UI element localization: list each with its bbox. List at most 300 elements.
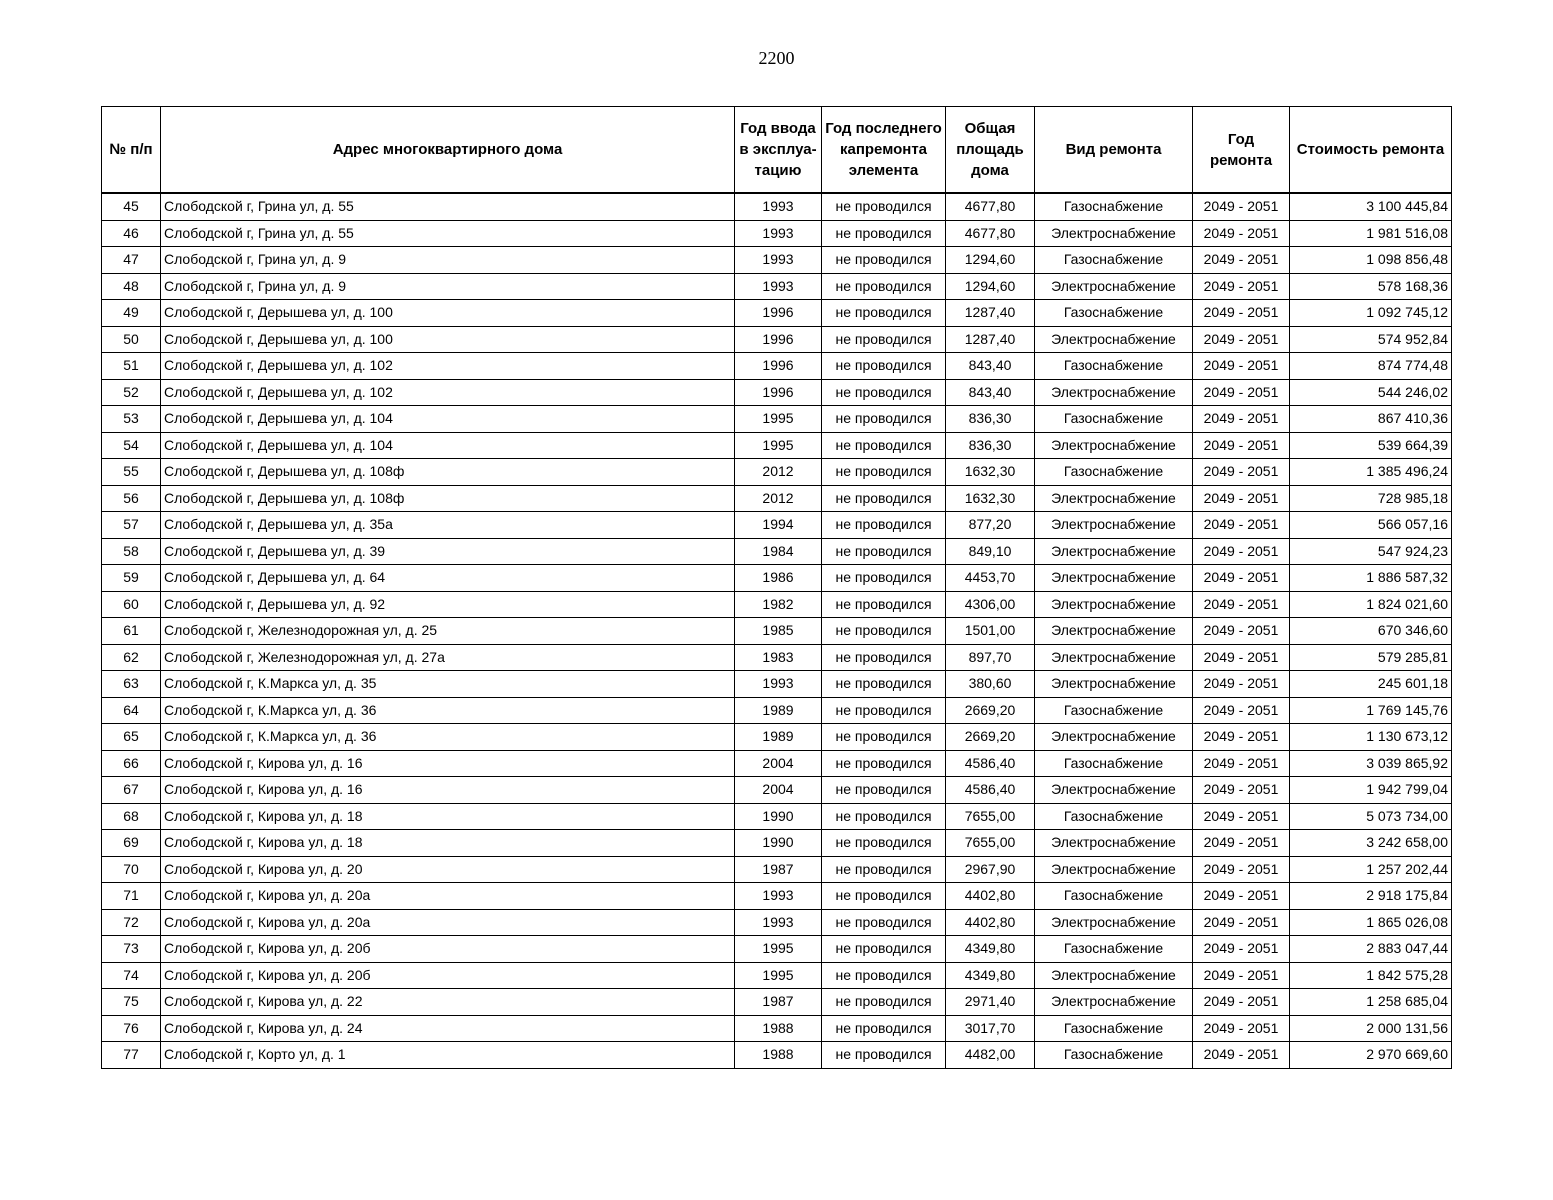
cell-area: 4677,80	[946, 220, 1035, 247]
cell-cost: 578 168,36	[1290, 273, 1452, 300]
cell-num: 46	[102, 220, 161, 247]
cell-address: Слободской г, Грина ул, д. 9	[161, 247, 735, 274]
cell-year-built: 1995	[735, 432, 822, 459]
table-row	[102, 909, 1452, 936]
cell-repair-years: 2049 - 2051	[1193, 830, 1290, 857]
cell-year-built: 1987	[735, 989, 822, 1016]
cell-num: 70	[102, 856, 161, 883]
cell-repair-kind: Газоснабжение	[1035, 193, 1193, 220]
cell-year-built: 1990	[735, 830, 822, 857]
cell-repair-years: 2049 - 2051	[1193, 1042, 1290, 1069]
cell-address: Слободской г, Кирова ул, д. 18	[161, 830, 735, 857]
cell-repair-kind: Газоснабжение	[1035, 406, 1193, 433]
cell-address: Слободской г, Кирова ул, д. 18	[161, 803, 735, 830]
cell-num: 53	[102, 406, 161, 433]
cell-address: Слободской г, Кирова ул, д. 16	[161, 750, 735, 777]
table-row	[102, 936, 1452, 963]
cell-repair-years: 2049 - 2051	[1193, 856, 1290, 883]
cell-repair-years: 2049 - 2051	[1193, 485, 1290, 512]
cell-cost: 1 886 587,32	[1290, 565, 1452, 592]
cell-num: 60	[102, 591, 161, 618]
cell-repair-kind: Электроснабжение	[1035, 512, 1193, 539]
cell-year-built: 1988	[735, 1015, 822, 1042]
repair-table	[101, 106, 1452, 1069]
cell-area: 4677,80	[946, 193, 1035, 220]
cell-address: Слободской г, Кирова ул, д. 22	[161, 989, 735, 1016]
cell-num: 57	[102, 512, 161, 539]
cell-repair-kind: Электроснабжение	[1035, 724, 1193, 751]
cell-last-repair: не проводился	[822, 485, 946, 512]
cell-last-repair: не проводился	[822, 193, 946, 220]
cell-repair-years: 2049 - 2051	[1193, 989, 1290, 1016]
cell-last-repair: не проводился	[822, 406, 946, 433]
cell-repair-kind: Газоснабжение	[1035, 803, 1193, 830]
cell-num: 62	[102, 644, 161, 671]
cell-year-built: 1982	[735, 591, 822, 618]
cell-last-repair: не проводился	[822, 538, 946, 565]
cell-area: 4453,70	[946, 565, 1035, 592]
table-row	[102, 697, 1452, 724]
cell-last-repair: не проводился	[822, 909, 946, 936]
cell-year-built: 1984	[735, 538, 822, 565]
cell-cost: 728 985,18	[1290, 485, 1452, 512]
cell-area: 7655,00	[946, 803, 1035, 830]
cell-repair-kind: Газоснабжение	[1035, 697, 1193, 724]
table-row	[102, 1042, 1452, 1069]
cell-area: 897,70	[946, 644, 1035, 671]
cell-address: Слободской г, Грина ул, д. 9	[161, 273, 735, 300]
cell-repair-kind: Газоснабжение	[1035, 750, 1193, 777]
cell-repair-kind: Газоснабжение	[1035, 936, 1193, 963]
cell-address: Слободской г, Железнодорожная ул, д. 27а	[161, 644, 735, 671]
header-address: Адрес многоквартирного дома	[161, 107, 735, 194]
cell-cost: 1 981 516,08	[1290, 220, 1452, 247]
cell-year-built: 2004	[735, 750, 822, 777]
cell-address: Слободской г, Дерышева ул, д. 104	[161, 406, 735, 433]
cell-repair-years: 2049 - 2051	[1193, 671, 1290, 698]
cell-num: 54	[102, 432, 161, 459]
table-row	[102, 750, 1452, 777]
cell-repair-years: 2049 - 2051	[1193, 459, 1290, 486]
cell-num: 64	[102, 697, 161, 724]
cell-cost: 579 285,81	[1290, 644, 1452, 671]
cell-cost: 245 601,18	[1290, 671, 1452, 698]
cell-year-built: 1993	[735, 909, 822, 936]
cell-address: Слободской г, Дерышева ул, д. 108ф	[161, 459, 735, 486]
cell-address: Слободской г, Грина ул, д. 55	[161, 193, 735, 220]
cell-area: 1632,30	[946, 459, 1035, 486]
cell-num: 73	[102, 936, 161, 963]
cell-year-built: 1996	[735, 353, 822, 380]
cell-repair-years: 2049 - 2051	[1193, 326, 1290, 353]
table-row	[102, 432, 1452, 459]
cell-area: 4306,00	[946, 591, 1035, 618]
cell-year-built: 1996	[735, 300, 822, 327]
cell-year-built: 1993	[735, 220, 822, 247]
cell-year-built: 1993	[735, 883, 822, 910]
cell-num: 75	[102, 989, 161, 1016]
cell-num: 67	[102, 777, 161, 804]
header-repair-years: Год ремонта	[1193, 107, 1290, 194]
cell-cost: 547 924,23	[1290, 538, 1452, 565]
cell-repair-years: 2049 - 2051	[1193, 512, 1290, 539]
cell-num: 45	[102, 193, 161, 220]
cell-area: 843,40	[946, 353, 1035, 380]
table-row	[102, 671, 1452, 698]
cell-num: 47	[102, 247, 161, 274]
cell-address: Слободской г, К.Маркса ул, д. 36	[161, 724, 735, 751]
cell-cost: 2 970 669,60	[1290, 1042, 1452, 1069]
cell-year-built: 1994	[735, 512, 822, 539]
cell-cost: 1 824 021,60	[1290, 591, 1452, 618]
cell-address: Слободской г, Кирова ул, д. 20б	[161, 962, 735, 989]
cell-repair-kind: Газоснабжение	[1035, 300, 1193, 327]
cell-repair-kind: Электроснабжение	[1035, 432, 1193, 459]
cell-last-repair: не проводился	[822, 247, 946, 274]
cell-year-built: 1990	[735, 803, 822, 830]
cell-area: 1501,00	[946, 618, 1035, 645]
cell-cost: 874 774,48	[1290, 353, 1452, 380]
cell-repair-years: 2049 - 2051	[1193, 644, 1290, 671]
cell-cost: 1 942 799,04	[1290, 777, 1452, 804]
table-body	[102, 193, 1452, 1068]
cell-num: 69	[102, 830, 161, 857]
cell-repair-years: 2049 - 2051	[1193, 193, 1290, 220]
cell-num: 63	[102, 671, 161, 698]
cell-cost: 2 000 131,56	[1290, 1015, 1452, 1042]
cell-repair-kind: Электроснабжение	[1035, 830, 1193, 857]
cell-num: 77	[102, 1042, 161, 1069]
cell-area: 2669,20	[946, 697, 1035, 724]
table-row	[102, 485, 1452, 512]
cell-last-repair: не проводился	[822, 962, 946, 989]
cell-address: Слободской г, Корто ул, д. 1	[161, 1042, 735, 1069]
cell-last-repair: не проводился	[822, 989, 946, 1016]
table-row	[102, 247, 1452, 274]
cell-repair-years: 2049 - 2051	[1193, 936, 1290, 963]
cell-cost: 1 092 745,12	[1290, 300, 1452, 327]
cell-year-built: 1995	[735, 962, 822, 989]
cell-last-repair: не проводился	[822, 803, 946, 830]
cell-last-repair: не проводился	[822, 273, 946, 300]
cell-year-built: 1989	[735, 697, 822, 724]
cell-num: 61	[102, 618, 161, 645]
cell-last-repair: не проводился	[822, 512, 946, 539]
cell-year-built: 1987	[735, 856, 822, 883]
table-row	[102, 989, 1452, 1016]
cell-num: 72	[102, 909, 161, 936]
cell-year-built: 1989	[735, 724, 822, 751]
cell-cost: 544 246,02	[1290, 379, 1452, 406]
header-area: Общая площадь дома	[946, 107, 1035, 194]
cell-repair-years: 2049 - 2051	[1193, 909, 1290, 936]
table-row	[102, 618, 1452, 645]
header-cost: Стоимость ремонта	[1290, 107, 1452, 194]
table-row	[102, 538, 1452, 565]
table-row	[102, 300, 1452, 327]
cell-area: 4586,40	[946, 777, 1035, 804]
cell-last-repair: не проводился	[822, 326, 946, 353]
cell-area: 836,30	[946, 432, 1035, 459]
cell-num: 66	[102, 750, 161, 777]
cell-last-repair: не проводился	[822, 1015, 946, 1042]
cell-address: Слободской г, Дерышева ул, д. 100	[161, 326, 735, 353]
cell-area: 1287,40	[946, 326, 1035, 353]
cell-num: 58	[102, 538, 161, 565]
cell-last-repair: не проводился	[822, 379, 946, 406]
cell-address: Слободской г, К.Маркса ул, д. 36	[161, 697, 735, 724]
table-row	[102, 565, 1452, 592]
table-row	[102, 220, 1452, 247]
table-row	[102, 512, 1452, 539]
cell-area: 4482,00	[946, 1042, 1035, 1069]
cell-num: 71	[102, 883, 161, 910]
table-row	[102, 353, 1452, 380]
table-row	[102, 724, 1452, 751]
cell-last-repair: не проводился	[822, 565, 946, 592]
cell-repair-kind: Электроснабжение	[1035, 962, 1193, 989]
cell-last-repair: не проводился	[822, 644, 946, 671]
cell-area: 2967,90	[946, 856, 1035, 883]
cell-area: 1294,60	[946, 247, 1035, 274]
cell-cost: 1 842 575,28	[1290, 962, 1452, 989]
cell-address: Слободской г, Дерышева ул, д. 39	[161, 538, 735, 565]
cell-year-built: 1993	[735, 273, 822, 300]
cell-repair-kind: Электроснабжение	[1035, 909, 1193, 936]
cell-area: 7655,00	[946, 830, 1035, 857]
cell-year-built: 2012	[735, 485, 822, 512]
cell-last-repair: не проводился	[822, 830, 946, 857]
cell-last-repair: не проводился	[822, 432, 946, 459]
cell-cost: 3 100 445,84	[1290, 193, 1452, 220]
cell-address: Слободской г, Дерышева ул, д. 35а	[161, 512, 735, 539]
cell-area: 843,40	[946, 379, 1035, 406]
cell-repair-years: 2049 - 2051	[1193, 220, 1290, 247]
cell-address: Слободской г, Кирова ул, д. 20а	[161, 909, 735, 936]
cell-year-built: 1993	[735, 671, 822, 698]
cell-area: 1287,40	[946, 300, 1035, 327]
cell-num: 56	[102, 485, 161, 512]
cell-year-built: 1996	[735, 379, 822, 406]
cell-cost: 2 918 175,84	[1290, 883, 1452, 910]
cell-repair-kind: Газоснабжение	[1035, 883, 1193, 910]
header-num: № п/п	[102, 107, 161, 194]
cell-repair-years: 2049 - 2051	[1193, 724, 1290, 751]
table-row	[102, 326, 1452, 353]
cell-address: Слободской г, Железнодорожная ул, д. 25	[161, 618, 735, 645]
cell-repair-years: 2049 - 2051	[1193, 565, 1290, 592]
cell-last-repair: не проводился	[822, 936, 946, 963]
cell-address: Слободской г, Дерышева ул, д. 104	[161, 432, 735, 459]
cell-last-repair: не проводился	[822, 618, 946, 645]
cell-cost: 1 865 026,08	[1290, 909, 1452, 936]
cell-repair-years: 2049 - 2051	[1193, 618, 1290, 645]
cell-repair-years: 2049 - 2051	[1193, 1015, 1290, 1042]
cell-year-built: 1983	[735, 644, 822, 671]
cell-repair-years: 2049 - 2051	[1193, 432, 1290, 459]
cell-address: Слободской г, К.Маркса ул, д. 35	[161, 671, 735, 698]
cell-repair-years: 2049 - 2051	[1193, 247, 1290, 274]
cell-repair-kind: Газоснабжение	[1035, 247, 1193, 274]
cell-area: 3017,70	[946, 1015, 1035, 1042]
cell-cost: 1 130 673,12	[1290, 724, 1452, 751]
table-row	[102, 962, 1452, 989]
table-row	[102, 459, 1452, 486]
cell-year-built: 2012	[735, 459, 822, 486]
table-row	[102, 591, 1452, 618]
cell-num: 74	[102, 962, 161, 989]
cell-num: 48	[102, 273, 161, 300]
cell-last-repair: не проводился	[822, 883, 946, 910]
cell-cost: 1 769 145,76	[1290, 697, 1452, 724]
cell-area: 1294,60	[946, 273, 1035, 300]
cell-last-repair: не проводился	[822, 459, 946, 486]
cell-area: 4586,40	[946, 750, 1035, 777]
cell-repair-kind: Электроснабжение	[1035, 565, 1193, 592]
cell-repair-kind: Электроснабжение	[1035, 618, 1193, 645]
cell-last-repair: не проводился	[822, 856, 946, 883]
cell-cost: 3 242 658,00	[1290, 830, 1452, 857]
cell-last-repair: не проводился	[822, 300, 946, 327]
cell-address: Слободской г, Дерышева ул, д. 102	[161, 353, 735, 380]
cell-cost: 3 039 865,92	[1290, 750, 1452, 777]
table-row	[102, 856, 1452, 883]
table-row	[102, 273, 1452, 300]
cell-repair-years: 2049 - 2051	[1193, 591, 1290, 618]
cell-last-repair: не проводился	[822, 750, 946, 777]
cell-cost: 5 073 734,00	[1290, 803, 1452, 830]
cell-num: 59	[102, 565, 161, 592]
cell-address: Слободской г, Кирова ул, д. 16	[161, 777, 735, 804]
cell-address: Слободской г, Кирова ул, д. 20	[161, 856, 735, 883]
cell-area: 849,10	[946, 538, 1035, 565]
cell-num: 65	[102, 724, 161, 751]
cell-year-built: 1993	[735, 247, 822, 274]
cell-repair-kind: Электроснабжение	[1035, 538, 1193, 565]
header-last-repair: Год последнего капремонта элемента	[822, 107, 946, 194]
table-row	[102, 1015, 1452, 1042]
cell-num: 50	[102, 326, 161, 353]
cell-cost: 670 346,60	[1290, 618, 1452, 645]
cell-repair-years: 2049 - 2051	[1193, 300, 1290, 327]
cell-repair-years: 2049 - 2051	[1193, 697, 1290, 724]
cell-repair-kind: Газоснабжение	[1035, 1042, 1193, 1069]
cell-area: 1632,30	[946, 485, 1035, 512]
cell-address: Слободской г, Кирова ул, д. 20б	[161, 936, 735, 963]
cell-repair-kind: Электроснабжение	[1035, 989, 1193, 1016]
cell-cost: 867 410,36	[1290, 406, 1452, 433]
cell-area: 4402,80	[946, 883, 1035, 910]
cell-cost: 539 664,39	[1290, 432, 1452, 459]
cell-repair-years: 2049 - 2051	[1193, 379, 1290, 406]
cell-num: 76	[102, 1015, 161, 1042]
cell-area: 877,20	[946, 512, 1035, 539]
cell-address: Слободской г, Дерышева ул, д. 100	[161, 300, 735, 327]
cell-num: 49	[102, 300, 161, 327]
table-row	[102, 830, 1452, 857]
cell-year-built: 1985	[735, 618, 822, 645]
cell-cost: 1 385 496,24	[1290, 459, 1452, 486]
cell-repair-kind: Электроснабжение	[1035, 326, 1193, 353]
table-row	[102, 644, 1452, 671]
table-row	[102, 193, 1452, 220]
table-row	[102, 406, 1452, 433]
cell-cost: 2 883 047,44	[1290, 936, 1452, 963]
cell-num: 55	[102, 459, 161, 486]
cell-repair-years: 2049 - 2051	[1193, 777, 1290, 804]
cell-repair-kind: Электроснабжение	[1035, 220, 1193, 247]
cell-address: Слободской г, Кирова ул, д. 24	[161, 1015, 735, 1042]
cell-last-repair: не проводился	[822, 220, 946, 247]
cell-repair-years: 2049 - 2051	[1193, 353, 1290, 380]
cell-last-repair: не проводился	[822, 697, 946, 724]
cell-repair-kind: Электроснабжение	[1035, 777, 1193, 804]
cell-year-built: 1993	[735, 193, 822, 220]
cell-cost: 1 098 856,48	[1290, 247, 1452, 274]
cell-area: 4349,80	[946, 936, 1035, 963]
cell-year-built: 2004	[735, 777, 822, 804]
table-header-row	[102, 107, 1452, 194]
cell-repair-years: 2049 - 2051	[1193, 883, 1290, 910]
cell-repair-kind: Электроснабжение	[1035, 273, 1193, 300]
cell-last-repair: не проводился	[822, 353, 946, 380]
cell-repair-kind: Электроснабжение	[1035, 591, 1193, 618]
cell-repair-years: 2049 - 2051	[1193, 803, 1290, 830]
table-row	[102, 379, 1452, 406]
cell-address: Слободской г, Дерышева ул, д. 102	[161, 379, 735, 406]
cell-area: 4402,80	[946, 909, 1035, 936]
cell-address: Слободской г, Дерышева ул, д. 64	[161, 565, 735, 592]
cell-repair-kind: Газоснабжение	[1035, 1015, 1193, 1042]
cell-area: 4349,80	[946, 962, 1035, 989]
table-row	[102, 777, 1452, 804]
cell-last-repair: не проводился	[822, 591, 946, 618]
cell-repair-kind: Электроснабжение	[1035, 379, 1193, 406]
cell-repair-kind: Газоснабжение	[1035, 459, 1193, 486]
cell-repair-kind: Газоснабжение	[1035, 353, 1193, 380]
cell-repair-kind: Электроснабжение	[1035, 644, 1193, 671]
cell-area: 2669,20	[946, 724, 1035, 751]
cell-last-repair: не проводился	[822, 1042, 946, 1069]
cell-year-built: 1988	[735, 1042, 822, 1069]
cell-repair-kind: Электроснабжение	[1035, 485, 1193, 512]
cell-cost: 566 057,16	[1290, 512, 1452, 539]
cell-repair-years: 2049 - 2051	[1193, 962, 1290, 989]
cell-address: Слободской г, Кирова ул, д. 20а	[161, 883, 735, 910]
cell-num: 68	[102, 803, 161, 830]
cell-area: 2971,40	[946, 989, 1035, 1016]
cell-num: 52	[102, 379, 161, 406]
cell-address: Слободской г, Грина ул, д. 55	[161, 220, 735, 247]
cell-address: Слободской г, Дерышева ул, д. 92	[161, 591, 735, 618]
cell-area: 380,60	[946, 671, 1035, 698]
cell-cost: 574 952,84	[1290, 326, 1452, 353]
table-row	[102, 803, 1452, 830]
cell-address: Слободской г, Дерышева ул, д. 108ф	[161, 485, 735, 512]
table-row	[102, 883, 1452, 910]
cell-repair-years: 2049 - 2051	[1193, 538, 1290, 565]
cell-cost: 1 257 202,44	[1290, 856, 1452, 883]
cell-num: 51	[102, 353, 161, 380]
cell-repair-years: 2049 - 2051	[1193, 406, 1290, 433]
cell-last-repair: не проводился	[822, 724, 946, 751]
cell-repair-kind: Электроснабжение	[1035, 671, 1193, 698]
cell-year-built: 1996	[735, 326, 822, 353]
header-repair-kind: Вид ремонта	[1035, 107, 1193, 194]
cell-year-built: 1995	[735, 406, 822, 433]
cell-area: 836,30	[946, 406, 1035, 433]
cell-repair-years: 2049 - 2051	[1193, 750, 1290, 777]
